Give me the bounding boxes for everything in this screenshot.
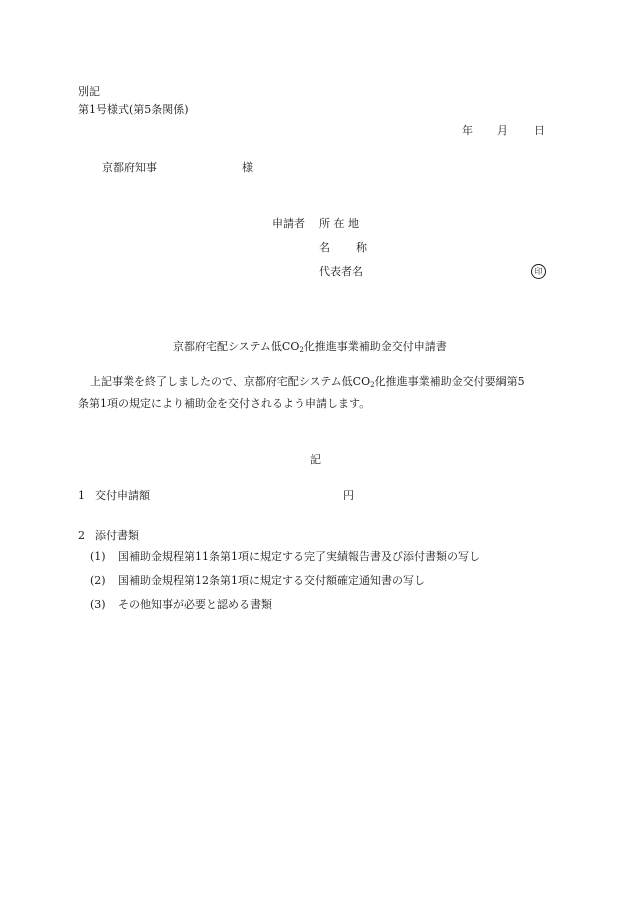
body-line-2: 条第1項の規定により補助金を交付されるよう申請します。 [78, 397, 371, 410]
applicant-name-label-a: 名 [319, 241, 330, 254]
section-2-number: 2 [78, 529, 85, 542]
body-line-1-subscript: 2 [370, 381, 375, 389]
section-1-number: 1 [78, 489, 85, 502]
attachment-item-3-text: その他知事が必要と認める書類 [118, 598, 272, 611]
date-day: 日 [534, 124, 545, 137]
attachment-item-3-number: (3) [90, 598, 106, 611]
attachment-item-2-number: (2) [90, 574, 106, 587]
attachment-item-1-text: 国補助金規程第11条第1項に規定する完了実績報告書及び添付書類の写し [118, 550, 480, 563]
applicant-address-label: 所 在 地 [319, 217, 359, 230]
body-line-1-before: 上記事業を終了しましたので、京都府宅配システム低CO [90, 375, 371, 388]
title-text-before: 京都府宅配システム低CO [173, 340, 300, 353]
section-1-label: 交付申請額 [95, 489, 150, 502]
seal-mark: 印 [531, 264, 546, 279]
title-text-after: 化推進事業補助金交付申請書 [303, 340, 447, 353]
section-2-label: 添付書類 [95, 529, 139, 542]
applicant-representative-label: 代表者名 [319, 265, 363, 278]
section-1-unit: 円 [343, 489, 354, 502]
appendix-label: 別記 [78, 85, 100, 98]
ki-heading: 記 [310, 453, 321, 466]
document-title [173, 341, 447, 354]
applicant-name-label-b: 称 [356, 241, 367, 254]
addressee-name: 京都府知事 [102, 161, 157, 174]
body-line-1-after: 化推進事業補助金交付要綱第5 [374, 375, 525, 388]
attachment-item-2-text: 国補助金規程第12条第1項に規定する交付額確定通知書の写し [118, 574, 425, 587]
date-month: 月 [497, 124, 508, 137]
form-number: 第1号様式(第5条関係) [78, 103, 189, 116]
date-year: 年 [462, 124, 473, 137]
attachment-item-1-number: (1) [90, 550, 106, 563]
applicant-label: 申請者 [272, 217, 305, 230]
addressee-honorific: 様 [242, 161, 253, 174]
title-subscript: 2 [299, 346, 304, 354]
body-line-1 [90, 376, 525, 389]
